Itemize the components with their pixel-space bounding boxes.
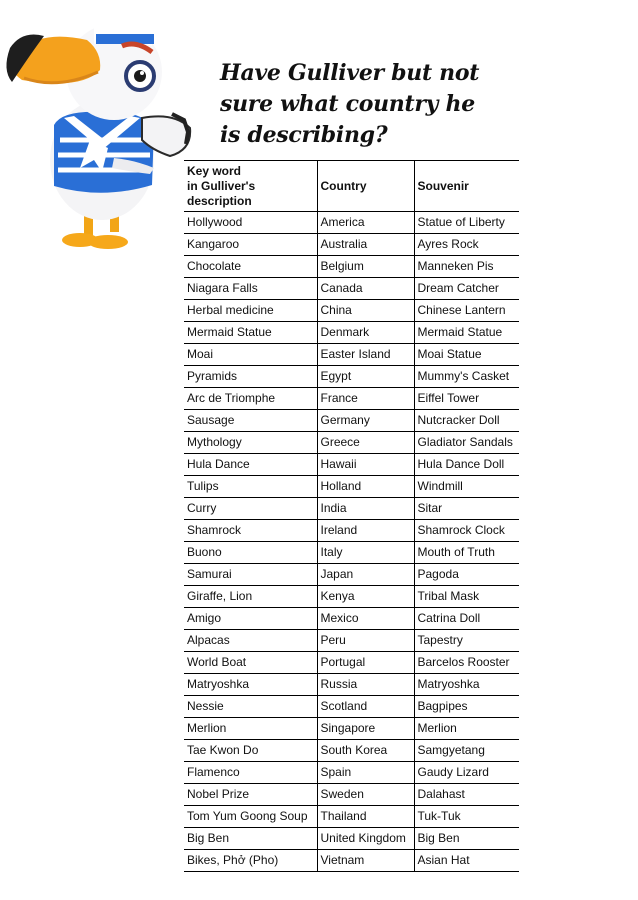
cell-country: South Korea <box>317 740 414 762</box>
headline-line-3: is describing? <box>220 122 388 148</box>
cell-souvenir: Pagoda <box>414 564 519 586</box>
cell-souvenir: Windmill <box>414 476 519 498</box>
cell-country: Vietnam <box>317 850 414 872</box>
cell-souvenir: Ayres Rock <box>414 234 519 256</box>
header-country: Country <box>317 161 414 212</box>
cell-keyword: Sausage <box>184 410 317 432</box>
table-row <box>184 432 519 454</box>
cell-country: Canada <box>317 278 414 300</box>
cell-souvenir: Eiffel Tower <box>414 388 519 410</box>
cell-country: Mexico <box>317 608 414 630</box>
table-row <box>184 454 519 476</box>
table-row <box>184 564 519 586</box>
cell-country: Australia <box>317 234 414 256</box>
cell-country: China <box>317 300 414 322</box>
cell-country: Denmark <box>317 322 414 344</box>
cell-country: Belgium <box>317 256 414 278</box>
cell-souvenir: Hula Dance Doll <box>414 454 519 476</box>
table-row <box>184 278 519 300</box>
cell-keyword: Tulips <box>184 476 317 498</box>
cell-country: Egypt <box>317 366 414 388</box>
table-row <box>184 850 519 872</box>
cell-country: Sweden <box>317 784 414 806</box>
cell-country: Scotland <box>317 696 414 718</box>
cell-country: United Kingdom <box>317 828 414 850</box>
table-row <box>184 410 519 432</box>
table-row <box>184 696 519 718</box>
header-souvenir: Souvenir <box>414 161 519 212</box>
cell-souvenir: Dream Catcher <box>414 278 519 300</box>
cell-country: Singapore <box>317 718 414 740</box>
cell-keyword: Matryoshka <box>184 674 317 696</box>
table-row <box>184 322 519 344</box>
cell-keyword: Tae Kwon Do <box>184 740 317 762</box>
cell-souvenir: Catrina Doll <box>414 608 519 630</box>
cell-keyword: Pyramids <box>184 366 317 388</box>
cell-country: Greece <box>317 432 414 454</box>
cell-souvenir: Sitar <box>414 498 519 520</box>
cell-souvenir: Nutcracker Doll <box>414 410 519 432</box>
table-row <box>184 366 519 388</box>
cell-keyword: Moai <box>184 344 317 366</box>
table-row <box>184 498 519 520</box>
header-keyword-line-2: in Gulliver's <box>187 178 256 193</box>
table-row <box>184 718 519 740</box>
headline <box>220 58 520 151</box>
cell-keyword: Herbal medicine <box>184 300 317 322</box>
cell-souvenir: Bagpipes <box>414 696 519 718</box>
table-header-row <box>184 161 519 212</box>
cell-souvenir: Samgyetang <box>414 740 519 762</box>
cell-souvenir: Matryoshka <box>414 674 519 696</box>
table-row <box>184 344 519 366</box>
cell-country: Italy <box>317 542 414 564</box>
header-keyword-line-1: Key word <box>187 163 242 178</box>
cell-souvenir: Asian Hat <box>414 850 519 872</box>
cell-keyword: Big Ben <box>184 828 317 850</box>
cell-souvenir: Gaudy Lizard <box>414 762 519 784</box>
cell-keyword: Nobel Prize <box>184 784 317 806</box>
cell-keyword: Niagara Falls <box>184 278 317 300</box>
header-keyword <box>184 161 317 212</box>
cell-country: Peru <box>317 630 414 652</box>
cell-keyword: Samurai <box>184 564 317 586</box>
cell-country: Ireland <box>317 520 414 542</box>
cell-souvenir: Gladiator Sandals <box>414 432 519 454</box>
header-keyword-line-3: description <box>187 193 252 208</box>
table-row <box>184 300 519 322</box>
table-row <box>184 212 519 234</box>
headline-line-2: sure what country he <box>220 91 475 117</box>
cell-souvenir: Statue of Liberty <box>414 212 519 234</box>
cell-souvenir: Manneken Pis <box>414 256 519 278</box>
cell-souvenir: Mermaid Statue <box>414 322 519 344</box>
table-row <box>184 762 519 784</box>
cell-souvenir: Tapestry <box>414 630 519 652</box>
cell-country: Spain <box>317 762 414 784</box>
cell-country: Germany <box>317 410 414 432</box>
cell-keyword: Mermaid Statue <box>184 322 317 344</box>
table-row <box>184 608 519 630</box>
cell-souvenir: Shamrock Clock <box>414 520 519 542</box>
cell-keyword: Arc de Triomphe <box>184 388 317 410</box>
cell-country: Easter Island <box>317 344 414 366</box>
table-row <box>184 674 519 696</box>
cell-keyword: Flamenco <box>184 762 317 784</box>
cell-keyword: Shamrock <box>184 520 317 542</box>
cell-keyword: Merlion <box>184 718 317 740</box>
cell-keyword: Amigo <box>184 608 317 630</box>
cell-keyword: Chocolate <box>184 256 317 278</box>
cell-keyword: Buono <box>184 542 317 564</box>
cell-souvenir: Dalahast <box>414 784 519 806</box>
cell-souvenir: Big Ben <box>414 828 519 850</box>
table-row <box>184 520 519 542</box>
cell-keyword: Tom Yum Goong Soup <box>184 806 317 828</box>
cell-country: Portugal <box>317 652 414 674</box>
cell-country: America <box>317 212 414 234</box>
table-row <box>184 652 519 674</box>
headline-line-1: Have Gulliver but not <box>220 60 480 86</box>
table-row <box>184 586 519 608</box>
gulliver-country-table <box>184 160 519 872</box>
cell-keyword: Mythology <box>184 432 317 454</box>
table-row <box>184 256 519 278</box>
cell-country: Japan <box>317 564 414 586</box>
cell-keyword: Nessie <box>184 696 317 718</box>
table-row <box>184 476 519 498</box>
table-row <box>184 542 519 564</box>
cell-souvenir: Barcelos Rooster <box>414 652 519 674</box>
table-row <box>184 740 519 762</box>
cell-keyword: Kangaroo <box>184 234 317 256</box>
cell-country: France <box>317 388 414 410</box>
cell-country: Hawaii <box>317 454 414 476</box>
cell-country: Thailand <box>317 806 414 828</box>
table-row <box>184 806 519 828</box>
cell-souvenir: Tuk-Tuk <box>414 806 519 828</box>
cell-keyword: Bikes, Phở (Pho) <box>184 850 317 872</box>
cell-keyword: World Boat <box>184 652 317 674</box>
cell-keyword: Giraffe, Lion <box>184 586 317 608</box>
cell-country: Kenya <box>317 586 414 608</box>
cell-keyword: Hula Dance <box>184 454 317 476</box>
cell-keyword: Alpacas <box>184 630 317 652</box>
cell-keyword: Hollywood <box>184 212 317 234</box>
table-row <box>184 388 519 410</box>
cell-country: Holland <box>317 476 414 498</box>
cell-country: Russia <box>317 674 414 696</box>
cell-country: India <box>317 498 414 520</box>
table-row <box>184 828 519 850</box>
table-row <box>184 784 519 806</box>
table-row <box>184 630 519 652</box>
cell-souvenir: Mouth of Truth <box>414 542 519 564</box>
cell-keyword: Curry <box>184 498 317 520</box>
table-row <box>184 234 519 256</box>
cell-souvenir: Merlion <box>414 718 519 740</box>
gulliver-seagull-image <box>2 0 197 260</box>
cell-souvenir: Chinese Lantern <box>414 300 519 322</box>
cell-souvenir: Mummy's Casket <box>414 366 519 388</box>
cell-souvenir: Tribal Mask <box>414 586 519 608</box>
cell-souvenir: Moai Statue <box>414 344 519 366</box>
